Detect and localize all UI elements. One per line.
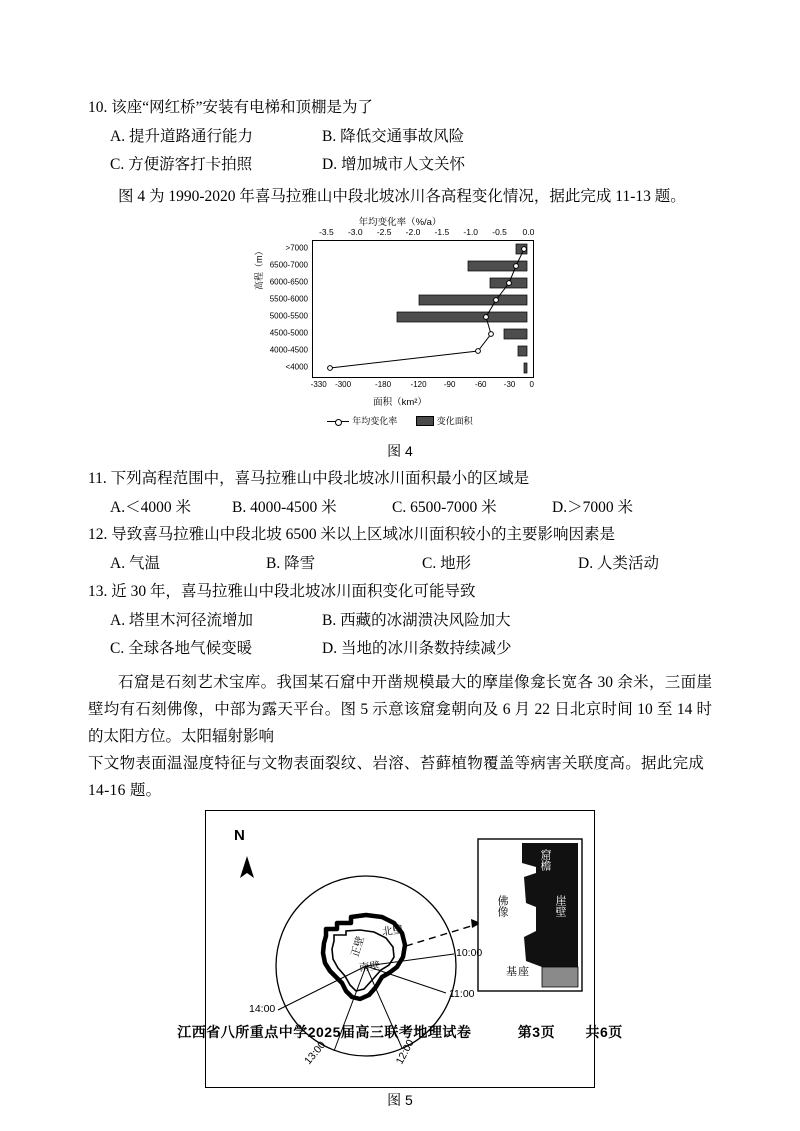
top-tick-2: -2.5 [376,226,392,237]
y-tick-3: 5500-6000 [269,294,308,304]
question-13-options [88,607,712,635]
question-11-stem: 11. 下列高程范围中，喜马拉雅山中段北坡冰川面积最小的区域是 [88,469,530,487]
fig5-intro-text-2: 下文物表面温湿度特征与文物表面裂纹、岩溶、苔藓植物覆盖等病害关联度高。据此完成 14-16 题。 [88,755,705,800]
question-13-options-2 [88,635,712,663]
top-tick-7: 0.0 [522,226,535,237]
top-tick-0: -3.5 [319,226,334,237]
label-time-1200: 12:00 [393,1037,417,1067]
top-tick-6: -0.5 [492,226,507,237]
chart-plot-area [312,240,534,378]
bottom-tick-5: -60 [474,379,487,389]
bottom-tick-4: -90 [443,379,456,389]
legend-line-swatch [327,418,349,425]
question-11-option-a[interactable]: A.＜4000 米 [110,498,191,516]
figure-4-caption: 图 4 [387,442,413,459]
question-12-option-d[interactable]: D. 人类活动 [578,555,659,573]
question-11-option-b[interactable]: B. 4000-4500 米 [232,498,337,516]
top-tick-3: -2.0 [405,226,421,237]
figure-5-diagram [205,810,595,1088]
inset-label-buddha: 佛像 [496,895,508,918]
y-tick-5: 4500-5000 [269,328,308,338]
fig5-intro-text-1: 石窟是石刻艺术宝库。我国某石窟中开凿规模最大的摩崖像龛长宽各 30 余米，三面崖壁均有石刻佛像，中部为露天平台。图 5 示意该窟龛朝向及 6 月 22 日北京时间 10 至 14 时的太阳方位。太阳辐射影响 [88,673,712,745]
chart-top-ticks [312,227,534,238]
page-content [88,96,712,1110]
label-time-1100: 11:00 [449,988,475,1001]
footer-total: 共6页 [585,1024,623,1040]
question-10-option-a[interactable]: A. 提升道路通行能力 [110,127,253,145]
footer-title: 江西省八所重点中学2025届高三联考地理试卷 [177,1024,472,1040]
question-11 [88,467,712,522]
chart-svg [313,241,533,377]
bottom-tick-7: 0 [529,379,534,389]
question-11-option-c[interactable]: C. 6500-7000 米 [392,498,497,516]
question-11-options [88,494,712,522]
bottom-tick-6: -30 [503,379,516,389]
label-time-1300: 13:00 [302,1039,329,1068]
question-10-option-d[interactable]: D. 增加城市人文关怀 [322,155,465,173]
question-12 [88,523,712,578]
compass-north-label: N [234,827,245,845]
bottom-tick-3: -120 [410,379,427,389]
chart-x-axis-label: 面积（km²） [373,396,427,408]
bottom-tick-0: -330 [310,379,327,389]
page-footer [0,1022,800,1042]
inset-label-cliff: 崖壁 [554,895,566,918]
top-tick-5: -1.0 [463,226,479,237]
legend-label-area: 变化面积 [436,415,473,426]
question-11-option-d[interactable]: D.＞7000 米 [552,498,633,516]
question-13-option-c[interactable]: C. 全球各地气候变暖 [110,639,253,657]
legend-bar-swatch [416,416,434,426]
question-13-option-d[interactable]: D. 当地的冰川条数持续减少 [322,639,512,657]
chart-top-axis-label: 年均变化率（%/a） [358,216,442,228]
footer-page: 第3页 [517,1024,556,1040]
question-10-option-b[interactable]: B. 降低交通事故风险 [322,127,465,145]
question-12-stem: 12. 导致喜马拉雅山中段北坡 6500 米以上区域冰川面积较小的主要影响因素是 [88,526,616,544]
chart-legend [250,414,550,427]
inset-label-eaves: 窟檐 [539,849,551,872]
chart-glacier-elevation [250,214,550,439]
label-time-1400: 14:00 [249,1003,276,1016]
question-10-option-c[interactable]: C. 方便游客打卡拍照 [110,155,253,173]
question-13-option-b[interactable]: B. 西藏的冰湖溃决风险加大 [322,611,511,629]
figure-5-caption: 图 5 [387,1092,413,1109]
top-tick-4: -1.5 [434,226,450,237]
question-12-options [88,550,712,578]
label-south-wall: 南壁 [358,960,381,975]
y-tick-0: >7000 [285,243,308,253]
question-12-option-b[interactable]: B. 降雪 [266,555,316,573]
question-10-options [88,123,712,151]
y-tick-2: 6000-6500 [269,277,308,287]
figure-5 [88,804,712,1110]
question-13-stem: 13. 近 30 年，喜马拉雅山中段北坡冰川面积变化可能导致 [88,583,476,601]
label-north-wall: 北壁 [381,923,404,939]
question-13-option-a[interactable]: A. 塔里木河径流增加 [110,611,253,629]
legend-item-rate [327,414,397,427]
chart-y-ticks [262,240,310,378]
inset-label-base: 基座 [506,966,530,979]
compass-arrow [240,856,254,878]
figure-4 [88,210,712,461]
legend-label-rate: 年均变化率 [352,415,398,426]
question-10 [88,96,712,179]
inset-connector [406,923,481,946]
question-10-stem: 10. 该座“网红桥”安装有电梯和顶棚是为了 [88,99,374,116]
top-tick-1: -3.0 [347,226,363,237]
y-tick-1: 6500-7000 [269,260,308,270]
figure-5-svg [206,811,593,1086]
chart-y-axis-label: 高程（m） [254,246,264,290]
question-10-options-2 [88,151,712,179]
chart-bottom-ticks [312,380,534,391]
y-tick-6: 4000-4500 [269,345,308,355]
question-12-option-c[interactable]: C. 地形 [422,555,472,573]
question-12-option-a[interactable]: A. 气温 [110,555,160,573]
bottom-tick-1: -300 [335,379,352,389]
label-main-wall: 正壁 [349,935,367,959]
y-tick-4: 5000-5500 [269,311,308,321]
legend-item-area [416,414,473,427]
chart-bars [397,244,527,373]
label-time-1000: 10:00 [456,947,483,960]
bottom-tick-2: -180 [375,379,392,389]
question-13 [88,580,712,663]
fig4-intro-text: 图 4 为 1990-2020 年喜马拉雅山中段北坡冰川各高程变化情况，据此完成 11-13 题。 [118,187,686,205]
y-tick-7: <4000 [285,362,308,372]
